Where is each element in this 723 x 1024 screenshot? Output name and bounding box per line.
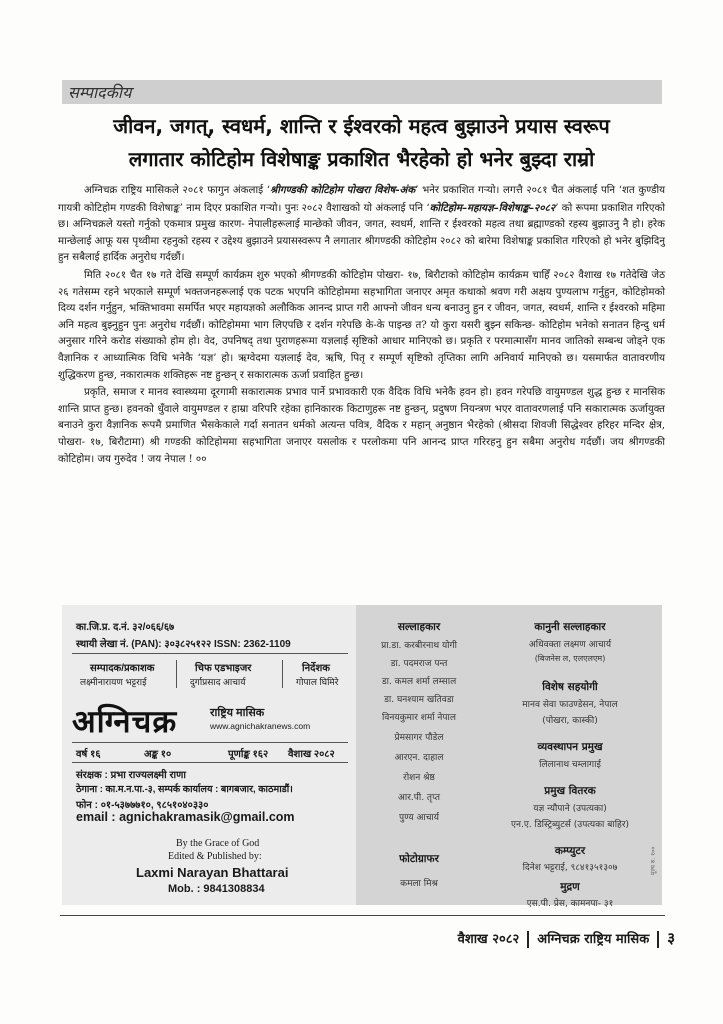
- advisor-name: प्रा.डा. करबीरनाथ योगी: [381, 641, 457, 651]
- print-heading: मुद्रण: [560, 881, 580, 893]
- address: ठेगाना : का.म.न.पा.-३, सम्पर्क कार्यालय : बागबजार, काठमाडौं।: [76, 784, 293, 795]
- distributor-1: यज्ञ न्यौपाने (उपत्यका): [533, 804, 607, 814]
- issue-month: वैशाख २०८२: [288, 749, 335, 760]
- headline-line-1: जीवन, जगत्, स्वधर्म, शान्ति र ईश्वरको महत्व बुझाउने प्रयास स्वरूप: [113, 114, 610, 138]
- divider: [176, 660, 177, 688]
- chief-advisor-name: दुर्गाप्रसाद आचार्य: [190, 677, 246, 687]
- footer-separator: [527, 931, 529, 948]
- publisher-mobile: Mob. : 9841308834: [168, 883, 265, 895]
- section-label: सम्पादकीय: [68, 83, 132, 102]
- phone: फोन : ०१-५३७७७१०, ९८५१०४०३३०: [76, 800, 209, 811]
- divider: [282, 660, 283, 688]
- year: वर्ष १६: [76, 749, 101, 760]
- legal-advisor-heading: कानुनी सल्लाहकार: [534, 621, 606, 633]
- advisor-name: डा. घनश्याम खतिवडा: [384, 695, 454, 705]
- edited-by: Edited & Published by:: [168, 851, 262, 862]
- distributor-heading: प्रमुख वितरक: [544, 785, 596, 797]
- footer-separator: [657, 931, 659, 948]
- grace-line: By the Grace of God: [176, 838, 260, 849]
- article-paragraph-3: प्रकृति, समाज र मानव स्वास्थ्यमा दूरगामी सकारात्मक प्रभाव पार्ने प्रभावकारी एक वैदिक विधि भनेकै हवन हो। हवन गरेपछि वायुमण्डल शुद्ध हुन्छ र मानसिक शान्ति प्राप्त हुन्छ। हवनको धुँवाले वायुमण्डल र हाम्रा वरिपरि रहेका हानिकारक किटाणुहरू नष्ट हुन्छन्, प्रदुषण नियन्त्रण भएर वातावरणलाई पनि सकारात्मक ऊर्जायुक्त बनाउने कुरा वैज्ञानिक रूपमै प्रमाणित भैसकेकाले गर्दा सनातन धर्मको अत्यन्त पवित्र, वैदिक र महान् अनुष्ठान भैरहेको (श्रीसदा शिवजी सिद्धेश्वर हरिहर मन्दिर क्षेत्र, पोखरा- १७, बिरौटामा) श्री गण्डकी कोटिहोममा सहभागिता जनाएर यसलोक र परलोकमा पनि आनन्द प्राप्त गरिरहनु हुन सबैमा अनुरोध गर्दछौं। जय श्रीगण्डकी कोटिहोम। जय गुरुदेव ! जय नेपाल ! ००: [58, 387, 665, 465]
- registration-number: का.जि.प्र. द.नं. ३२/०६६/६७: [76, 622, 175, 633]
- manager-heading: व्यवस्थापन प्रमुख: [537, 741, 603, 753]
- special-issue-name: श्रीगण्डकी कोटिहोम पोखरा विशेष-अंक: [270, 184, 416, 196]
- advisors-heading: सल्लाहकार: [397, 621, 441, 633]
- advisor-name: आरएन. दाहाल: [394, 753, 444, 763]
- page-footer: [458, 928, 675, 948]
- advisor-name: डा. कमल शर्मा लम्साल: [381, 677, 457, 687]
- advisor-name: रोशन श्रेष्ठ: [403, 773, 435, 783]
- email: email : agnichakramasik@gmail.com: [76, 810, 295, 824]
- advisor-name: डा. पदमराज पन्त: [390, 659, 448, 669]
- editor-label: सम्पादक/प्रकाशक: [90, 663, 155, 674]
- page-number: ३: [667, 929, 675, 947]
- website: www.agnichakranews.com: [210, 721, 311, 731]
- headline-line-2: लगातार कोटिहोम विशेषाङ्क प्रकाशित भैरहेको हो भनेर बुझ्दा राम्रो: [128, 147, 595, 171]
- computer-heading: कम्प्युटर: [554, 845, 586, 857]
- distributor-2: एन.ए. डिस्ट्रिब्युटर्स (उपत्यका बाहिर): [510, 820, 630, 830]
- manager-name: लिलानाथ चम्लागाई: [539, 760, 601, 770]
- publisher-name: Laxmi Narayan Bhattarai: [136, 865, 289, 880]
- advisor-name: विनयकुमार शर्मा नेपाल: [382, 713, 456, 723]
- divider: [72, 653, 348, 654]
- legal-advisor-name: अधिवक्ता लक्ष्मण आचार्य: [528, 640, 612, 650]
- advisor-name: प्रेमसागर पौडेल: [394, 733, 444, 743]
- special-support-note: (पोखरा, कास्की): [542, 716, 598, 726]
- editor-name: लक्ष्मीनारायण भट्टराई: [80, 677, 147, 687]
- pan-issn: स्थायी लेखा नं. (PAN): ३०३८२५१२२ ISSN: 2362-1109: [76, 639, 291, 650]
- article-paragraph-1: अग्निचक्र राष्ट्रिय मासिकले २०८१ फागुन अंकलाई ‘श्रीगण्डकी कोटिहोम पोखरा विशेष-अंक’ भनेर प्रकाशित गऱ्यो। लगत्तै २०८१ चैत अंकलाई पनि ‘शत कुण्डीय गायत्री कोटिहोम गण्डकी विशेषाङ्क’ नाम दिएर प्रकाशित गऱ्यो। पुनः २०८२ वैशाखको यो अंकलाई पनि ‘कोटिहोम–महायज्ञ–विशेषाङ्क–२०८२’ को रूपमा प्रकाशित गरिएको छ। अग्निचक्रले यस्तो गर्नुको एकमात्र प्रमुख कारण- नेपालीहरूलाई मान्छेको जीवन, जगत, स्वधर्म, शान्ति र ईश्वरको महत्व तथा ब्रह्माण्डको रहस्य बुझाउनु नै हो। हरेक मान्छेलाई आफू यस पृथ्वीमा रहनुको रहस्य र उद्देश्य बुझाउने प्रयासस्वरूप नै लगातार श्रीगण्डकी कोटिहोम २०८२ को बारेमा विशेषाङ्क प्रकाशित गरिएको हो भनेर बुझिदिनु हुन सबैलाई हार्दिक अनुरोध गर्दछौं।: [58, 184, 666, 264]
- special-support-heading: विशेष सहयोगी: [542, 681, 598, 693]
- editorial-article: [58, 182, 665, 468]
- advisor-name: पुण्य आचार्य: [399, 813, 439, 823]
- footer-rule: [60, 915, 665, 916]
- footer-month: वैशाख २०८२: [457, 932, 520, 947]
- special-support-name: मानव सेवा फाउण्डेसन, नेपाल: [522, 700, 618, 710]
- divider: [72, 762, 348, 763]
- director-label: निर्देशक: [302, 663, 330, 674]
- total-issue: पूर्णाङ्क १६२: [228, 749, 269, 760]
- patron: संरक्षक : प्रभा राज्यलक्ष्मी राणा: [76, 770, 186, 781]
- footer-title: अग्निचक्र राष्ट्रिय मासिक: [537, 932, 650, 947]
- article-paragraph-2: मिति २०८१ चैत १७ गते देखि सम्पूर्ण कार्यक्रम शुरु भएको श्रीगण्डकी कोटिहोम पोखरा- १७, बिरौटाको कोटिहोम कार्यक्रम चाहिँ २०८२ वैशाख १७ गतेदेखि जेठ २६ गतेसम्म रहने भएकाले सम्पूर्ण भक्तजनहरूलाई एक पटक भएपनि कोटिहोममा सहभागिता जनाएर अमृत कथाको श्रवण गरी अक्षय पुण्यलाभ गर्नुहुन, कोटिहोमको दिव्य दर्शन गर्नुहुन, भक्तिभावमा समर्पित भएर महायज्ञको अलौकिक आनन्द प्राप्त गरी आफ्नो जीवन धन्य बनाउनु हुन र जीवन, जगत, स्वधर्म, शान्ति र ईश्वरको महिमा अनि महत्व बुझ्नुहुन पुनः अनुरोध गर्दछौं। कोटिहोममा भाग लिएपछि र दर्शन गरेपछि के-के पाइन्छ त? यो कुरा यसरी बुझ्न सकिन्छ- कोटिहोम भनेको सनातन हिन्दु धर्म अनुसार गरिने करोड संख्याको होम हो। वेद, उपनिषद् तथा पुराणहरूमा यज्ञलाई सृष्टिको आधार मानिएको छ। प्रकृति र परमात्मासँग मानव जातिको सम्बन्ध जोड्ने एक वैज्ञानिक र आध्यात्मिक विधि भनेकै ‘यज्ञ’ हो। ऋग्वेदमा यज्ञलाई देव, ऋषि, पितृ र सम्पूर्ण सृष्टिको तृप्तिका लागि अनिवार्य मानिएको छ। यसमार्फत वातावरणीय शुद्धिकरण हुन्छ, नकारात्मक शक्तिहरू नष्ट हुन्छन् र सकारात्मक ऊर्जा प्रवाहित हुन्छ।: [58, 269, 665, 381]
- price-note: मूल्य रु. १००: [650, 846, 657, 875]
- advisor-name: आर.पी. तृप्त: [398, 793, 440, 803]
- photographer-heading: फोटोग्राफर: [399, 853, 439, 865]
- section-banner: [62, 80, 662, 104]
- tagline: राष्ट्रिय मासिक: [210, 707, 265, 719]
- director-name: गोपाल घिमिरे: [296, 677, 339, 687]
- current-issue-name: कोटिहोम–महायज्ञ–विशेषाङ्क–२०८२: [429, 201, 556, 214]
- computer-name: दिनेश भट्टराई, ९८४१३५१३०७: [522, 863, 618, 873]
- agnichakra-logo: अग्निचक्र: [72, 704, 178, 740]
- divider: [72, 742, 348, 743]
- photographer-name: कमला मिश्र: [400, 879, 438, 889]
- legal-advisor-note: (बिजनेस ल, एलएलएम): [534, 654, 606, 663]
- issue-number: अङ्क १०: [144, 749, 172, 760]
- print-name: एस.पी. प्रेस, कामनपा- ३१: [526, 899, 614, 909]
- chief-advisor-label: चिफ एडभाइजर: [195, 663, 252, 674]
